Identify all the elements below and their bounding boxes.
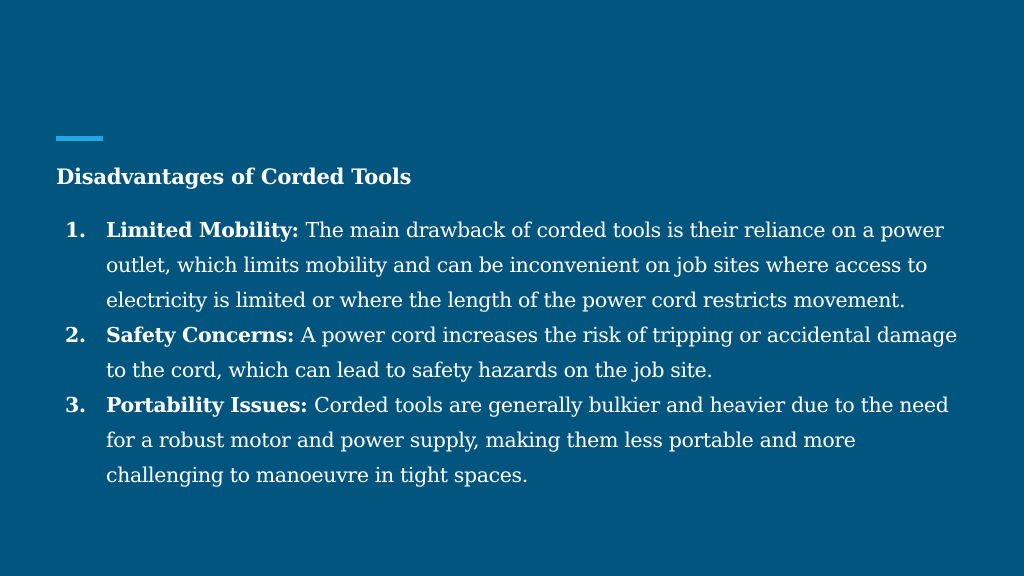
list-item [56, 318, 976, 388]
list-item-number: 2. [65, 323, 86, 347]
list-item-number: 1. [65, 218, 86, 242]
list-item-text: A power cord increases the risk of tripping or accidental damage to the cord, which can lead to safety hazards on the job site. [106, 323, 957, 382]
list-item-term: Limited Mobility: [106, 218, 306, 242]
list-item [56, 213, 966, 318]
list-item-text: Corded tools are generally bulkier and heavier due to the need for a robust motor and power supply, making them less portable and more challenging to manoeuvre in tight spaces. [106, 393, 949, 487]
list-item-number: 3. [65, 393, 86, 417]
slide-title: Disadvantages of Corded Tools [56, 164, 412, 189]
list-item-text: The main drawback of corded tools is their reliance on a power outlet, which limits mobility and can be inconvenient on job sites where access to electricity is limited or where the length of the power cord restricts movement. [106, 218, 944, 312]
list-item-term: Portability Issues: [106, 393, 315, 417]
title-accent-bar [56, 136, 103, 141]
list-item [56, 388, 966, 493]
disadvantages-list [56, 213, 986, 493]
list-item-term: Safety Concerns: [106, 323, 301, 347]
